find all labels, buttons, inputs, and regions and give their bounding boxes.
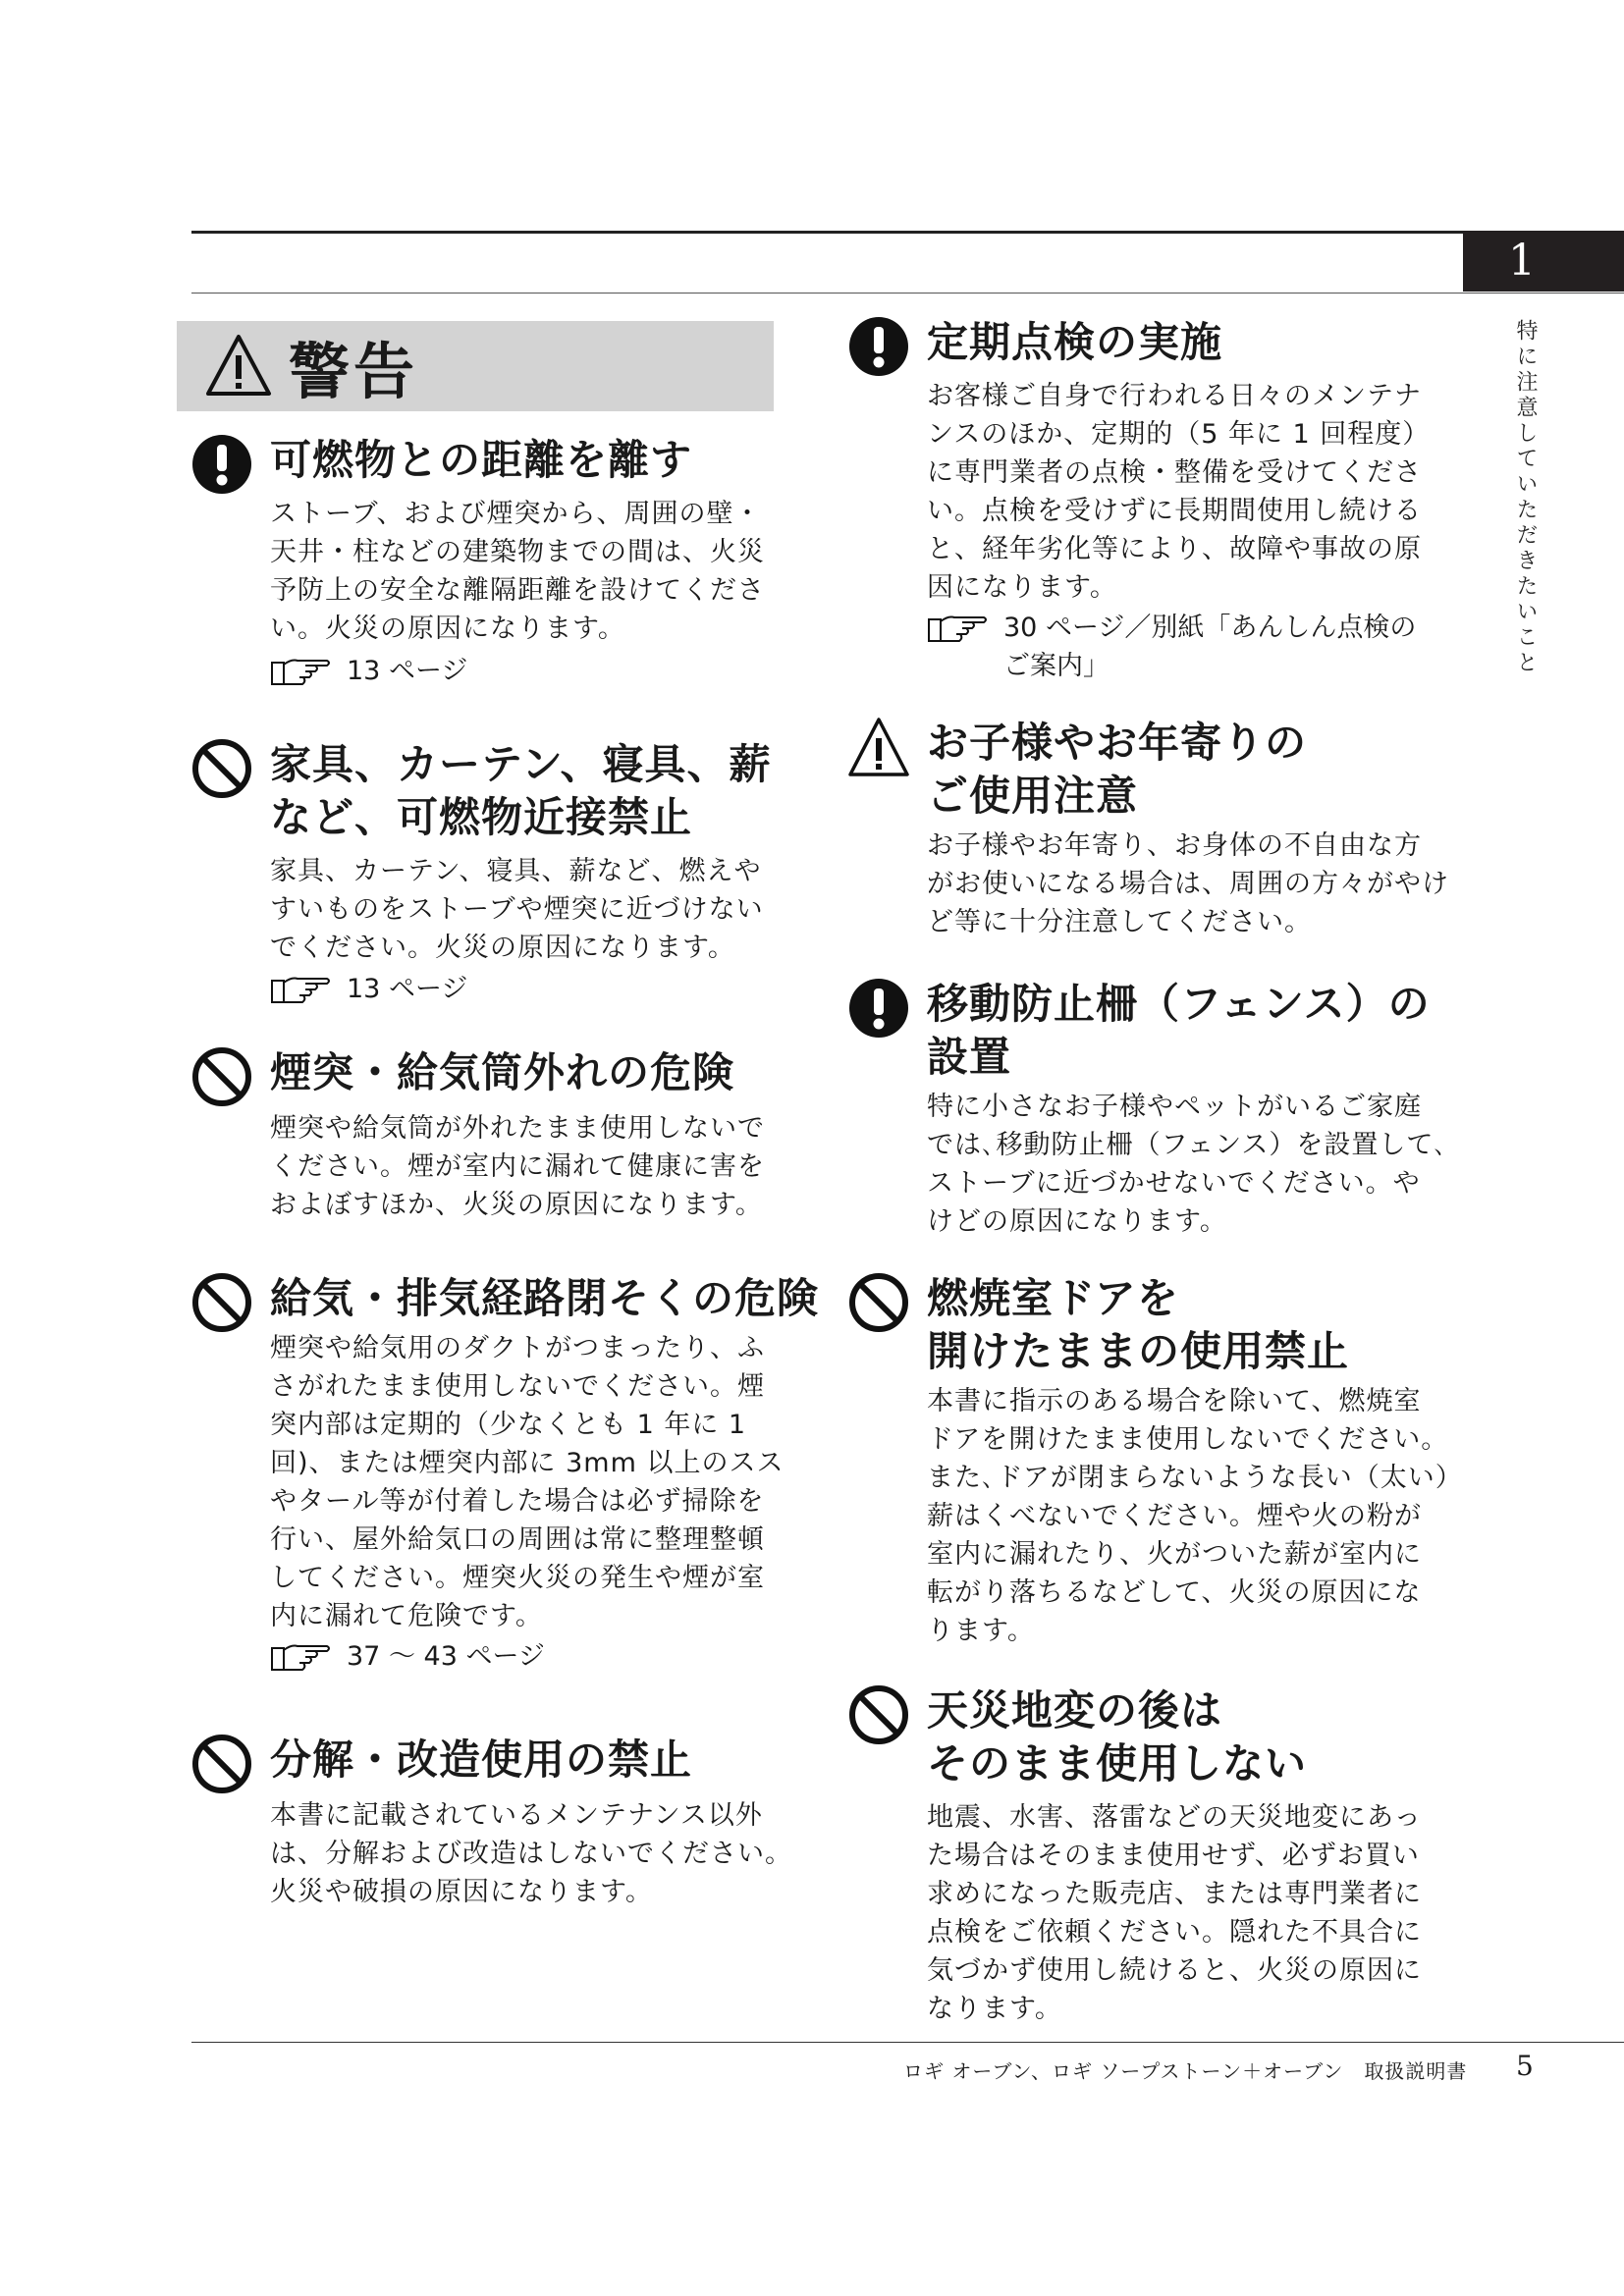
body-line: い。点検を受けずに長期間使用し続ける xyxy=(927,496,1422,526)
section-body xyxy=(270,495,765,648)
section-left-3 xyxy=(191,1272,820,1704)
pointing-hand-icon xyxy=(270,1640,331,1674)
body-line: 気づかず使用し続けると、火災の原因に xyxy=(927,1955,1422,1986)
title-line: 天災地変の後は xyxy=(927,1686,1223,1735)
section-title: 煙突・給気筒外れの危険 xyxy=(270,1048,735,1096)
body-line: ください。煙が室内に漏れて健康に害を xyxy=(270,1151,765,1182)
body-line: 回)、または煙突内部に 3mm 以上のスス xyxy=(270,1448,785,1478)
section-body xyxy=(927,1798,1422,2028)
warning-title: 警告 xyxy=(289,335,419,407)
body-line: ドアを開けたまま使用しないでください。 xyxy=(927,1424,1449,1455)
section-body xyxy=(270,1329,784,1635)
footer-rule xyxy=(191,2042,1624,2043)
body-line: さがれたまま使用しないでください。煙 xyxy=(270,1371,765,1402)
chapter-side-title: 特に注意していただきたいこと xyxy=(1513,319,1538,676)
mandatory-exclamation-icon xyxy=(191,434,252,495)
section-right-1 xyxy=(848,717,1457,952)
mandatory-exclamation-icon xyxy=(848,978,909,1039)
body-line: また､ドアが閉まらないような長い（太い） xyxy=(927,1463,1463,1493)
body-line: けどの原因になります。 xyxy=(927,1206,1227,1237)
body-line: 突内部は定期的（少なくとも 1 年に 1 xyxy=(270,1410,747,1440)
section-title: 可燃物との距離を離す xyxy=(270,436,693,484)
body-line: ど等に十分注意してください。 xyxy=(927,907,1312,937)
prohibited-icon xyxy=(191,1734,252,1794)
title-line: ご使用注意 xyxy=(927,772,1139,820)
section-right-4 xyxy=(848,1684,1457,2038)
section-body xyxy=(927,377,1430,607)
section-title xyxy=(927,1272,1349,1378)
section-body xyxy=(927,1088,1448,1241)
section-body xyxy=(927,1382,1463,1650)
body-line: では､移動防止柵（フェンス）を設置して､ xyxy=(927,1130,1448,1160)
section-right-2 xyxy=(848,978,1457,1253)
prohibited-icon xyxy=(191,738,252,799)
page-reference xyxy=(270,970,467,1008)
body-line: と、経年劣化等により、故障や事故の原 xyxy=(927,534,1422,564)
section-title xyxy=(927,717,1307,823)
manual-title: ロギ オーブン、ロギ ソープストーン＋オーブン 取扱説明書 xyxy=(903,2059,1468,2083)
section-title xyxy=(927,1684,1307,1790)
page-number: 5 xyxy=(1516,2050,1534,2082)
body-line: やタール等が付着した場合は必ず掃除を xyxy=(270,1486,765,1517)
section-title: 定期点検の実施 xyxy=(927,318,1223,366)
section-body xyxy=(270,852,764,967)
section-title: 給気・排気経路閉そくの危険 xyxy=(270,1274,820,1322)
section-body xyxy=(927,827,1449,941)
page-reference xyxy=(927,609,1416,685)
prohibited-icon xyxy=(191,1272,252,1333)
title-line: 家具、カーテン、寝具、薪 xyxy=(270,740,772,788)
body-line: 地震、水害、落雷などの天災地変にあっ xyxy=(927,1802,1422,1833)
title-line: 設置 xyxy=(927,1033,1012,1081)
body-line: およぼすほか、火災の原因になります。 xyxy=(270,1190,763,1220)
body-line: 本書に指示のある場合を除いて、燃焼室 xyxy=(927,1386,1422,1416)
body-line: は、分解および改造はしないでください。 xyxy=(270,1839,792,1869)
body-line: ストーブに近づかせないでください。や xyxy=(927,1168,1421,1199)
header-rule-thin xyxy=(191,293,1624,294)
body-line: 転がり落ちるなどして、火災の原因にな xyxy=(927,1577,1422,1608)
body-line: た場合はそのまま使用せず、必ずお買い xyxy=(927,1841,1420,1871)
body-line: お客様ご自身で行われる日々のメンテナ xyxy=(927,381,1422,411)
section-title: 分解・改造使用の禁止 xyxy=(270,1735,693,1784)
body-line: 因になります。 xyxy=(927,572,1117,603)
body-line: 点検をご依頼ください。隠れた不具合に xyxy=(927,1917,1422,1948)
section-left-2 xyxy=(191,1046,800,1243)
chapter-number: 1 xyxy=(1463,231,1624,292)
body-line: 煙突や給気用のダクトがつまったり、ふ xyxy=(270,1333,765,1363)
body-line: 求めになった販売店、または専門業者に xyxy=(927,1879,1422,1909)
body-line: に専門業者の点検・整備を受けてくださ xyxy=(927,457,1422,488)
body-line: お子様やお年寄り、お身体の不自由な方 xyxy=(927,830,1422,861)
prohibited-icon xyxy=(848,1272,909,1333)
section-right-0 xyxy=(848,316,1457,689)
body-line: 家具、カーテン、寝具、薪など、燃えや xyxy=(270,856,762,886)
body-line: でください。火災の原因になります。 xyxy=(270,933,735,963)
reference-text: ご案内」 xyxy=(1003,651,1110,681)
title-line: そのまま使用しない xyxy=(927,1739,1308,1788)
reference-text: 13 ページ xyxy=(347,974,468,1004)
body-line: がお使いになる場合は、周囲の方々がやけ xyxy=(927,869,1449,899)
body-line: 薪はくべないでください。煙や火の粉が xyxy=(927,1501,1422,1531)
body-line: すいものをストーブや煙突に近づけない xyxy=(270,894,764,925)
reference-text: 30 ページ／別紙「あんしん点検の xyxy=(1003,613,1417,643)
warning-banner xyxy=(177,321,774,411)
title-line: 移動防止柵（フェンス）の xyxy=(927,980,1431,1028)
body-line: ストーブ、および煙突から、周囲の壁・ xyxy=(270,499,762,529)
body-line: ります。 xyxy=(927,1616,1035,1646)
pointing-hand-icon xyxy=(270,973,331,1006)
title-line: など、可燃物近接禁止 xyxy=(270,793,693,841)
header-rule xyxy=(191,231,1624,234)
body-line: 内に漏れて危険です。 xyxy=(270,1601,543,1631)
page-reference xyxy=(270,652,467,690)
reference-text: 13 ページ xyxy=(347,656,468,686)
prohibited-icon xyxy=(191,1046,252,1107)
warning-triangle-icon xyxy=(204,332,273,400)
body-line: 特に小さなお子様やペットがいるご家庭 xyxy=(927,1092,1422,1122)
title-line: お子様やお年寄りの xyxy=(927,719,1308,767)
title-line: 開けたままの使用禁止 xyxy=(927,1327,1350,1375)
reference-text: 37 ～ 43 ページ xyxy=(347,1641,545,1672)
body-line: ンスのほか、定期的（5 年に 1 回程度） xyxy=(927,419,1431,450)
section-left-4 xyxy=(191,1734,800,1930)
pointing-hand-icon xyxy=(927,612,988,645)
body-line: 予防上の安全な離隔距離を設けてくださ xyxy=(270,575,765,606)
body-line: 煙突や給気筒が外れたまま使用しないで xyxy=(270,1113,765,1144)
section-left-1 xyxy=(191,738,800,1013)
body-line: 室内に漏れたり、火がついた薪が室内に xyxy=(927,1539,1422,1570)
body-line: い。火災の原因になります。 xyxy=(270,614,625,644)
caution-triangle-icon xyxy=(848,717,909,777)
section-title xyxy=(270,738,772,844)
body-line: 天井・柱などの建築物までの間は、火災 xyxy=(270,537,765,567)
body-line: してください。煙突火災の発生や煙が室 xyxy=(270,1563,765,1593)
body-line: 行い、屋外給気口の周囲は常に整理整頓 xyxy=(270,1524,765,1555)
pointing-hand-icon xyxy=(270,655,331,688)
section-right-3 xyxy=(848,1272,1463,1665)
section-left-0 xyxy=(191,434,800,719)
section-title xyxy=(927,978,1431,1084)
prohibited-icon xyxy=(848,1684,909,1745)
body-line: 火災や破損の原因になります。 xyxy=(270,1877,653,1907)
body-line: 本書に記載されているメンテナンス以外 xyxy=(270,1800,763,1831)
body-line: なります。 xyxy=(927,1994,1062,2024)
page-reference xyxy=(270,1637,545,1676)
section-body xyxy=(270,1796,792,1911)
mandatory-exclamation-icon xyxy=(848,316,909,377)
title-line: 燃焼室ドアを xyxy=(927,1274,1179,1322)
section-body xyxy=(270,1109,765,1224)
